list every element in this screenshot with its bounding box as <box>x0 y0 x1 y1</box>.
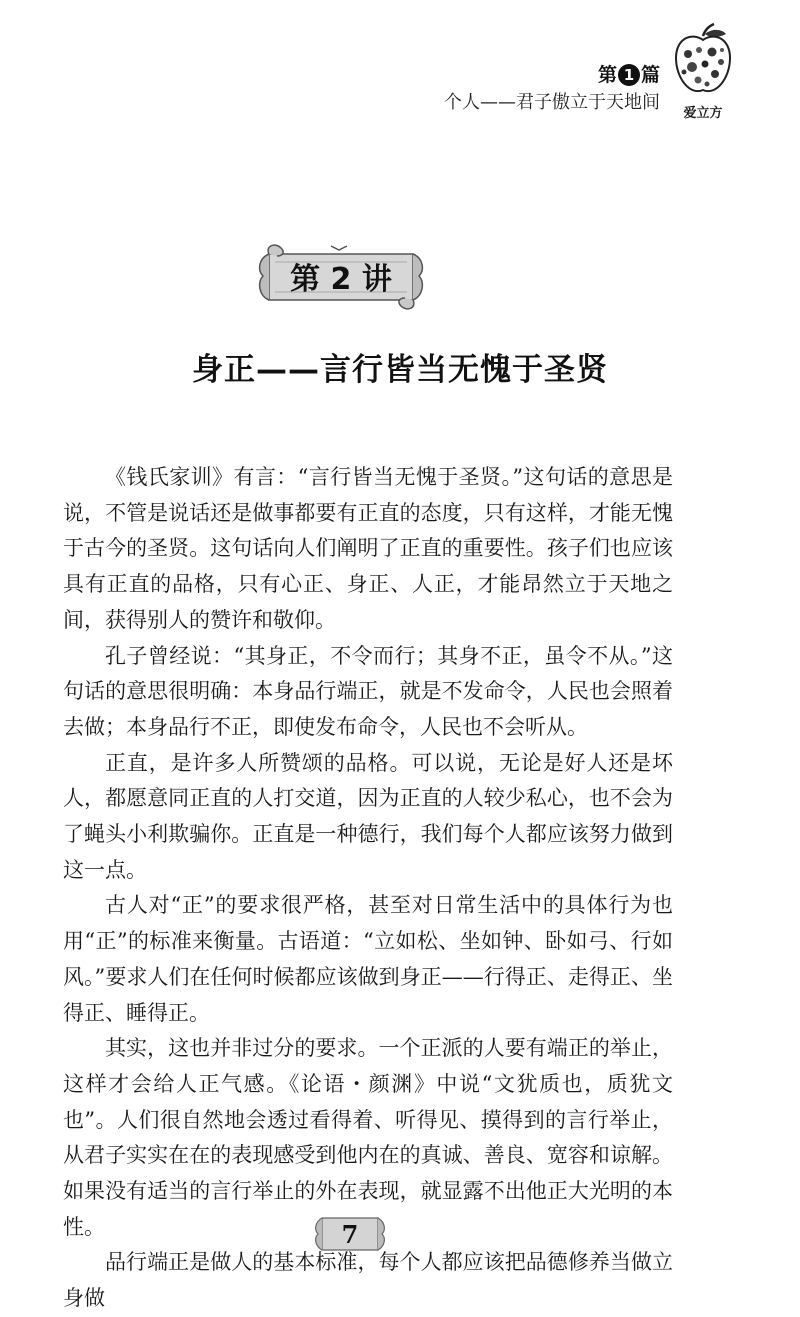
part-suffix: 篇 <box>640 64 660 86</box>
body-text <box>63 460 673 1317</box>
part-label <box>444 62 660 88</box>
logo-text: 爱立方 <box>683 106 723 121</box>
page-number: 7 <box>341 1219 359 1249</box>
lecture-banner <box>255 240 427 312</box>
page-number-badge <box>312 1210 388 1258</box>
chapter-title: 身正——言行皆当无愧于圣贤 <box>192 352 608 388</box>
paragraph: 古人对“正”的要求很严格，甚至对日常生活中的具体行为也用“正”的标准来衡量。古语道：“立如松、坐如钟、卧如弓、行如风。”要求人们在任何时候都应该做到身正——行得正、走得正、坐得正、睡得正。 <box>63 893 673 1025</box>
paragraph: 《钱氏家训》有言：“言行皆当无愧于圣贤。”这句话的意思是说，不管是说话还是做事都要有正直的态度，只有这样，才能无愧于古今的圣贤。这句话向人们阐明了正直的重要性。孩子们也应该具有正直的品格，只有心正、身正、人正，才能昂然立于天地之间，获得别人的赞许和敬仰。 <box>63 465 673 632</box>
apple-logo-icon <box>672 22 734 100</box>
part-prefix: 第 <box>597 64 617 86</box>
paragraph: 正直，是许多人所赞颂的品格。可以说，无论是好人还是坏人，都愿意同正直的人打交道，因为正直的人较少私心，也不会为了蝇头小利欺骗你。正直是一种德行，我们每个人都应该努力做到这一点。 <box>63 750 673 882</box>
lecture-label: 第 2 讲 <box>290 262 392 297</box>
paragraph: 其实，这也并非过分的要求。一个正派的人要有端正的举止，这样才会给人正气感。《论语・颜渊》中说“文犹质也，质犹文也”。人们很自然地会透过看得着、听得见、摸得到的言行举止，从君子实实在在的表现感受到他内在的真诚、善良、宽容和谅解。如果没有适当的言行举止的外在表现，就显露不出他正大光明的本性。 <box>63 1036 673 1239</box>
paragraph: 品行端正是做人的基本标准，每个人都应该把品德修养当做立身做 <box>63 1250 673 1311</box>
paragraph: 孔子曾经说：“其身正，不令而行；其身不正，虽令不从。”这句话的意思很明确：本身品行端正，就是不发命令，人民也会照着去做；本身品行不正，即使发布命令，人民也不会听从。 <box>63 643 673 739</box>
running-header <box>444 62 660 116</box>
part-subtitle: 个人——君子傲立于天地间 <box>444 92 660 113</box>
part-number-badge: 1 <box>618 64 640 86</box>
logo <box>668 22 738 122</box>
